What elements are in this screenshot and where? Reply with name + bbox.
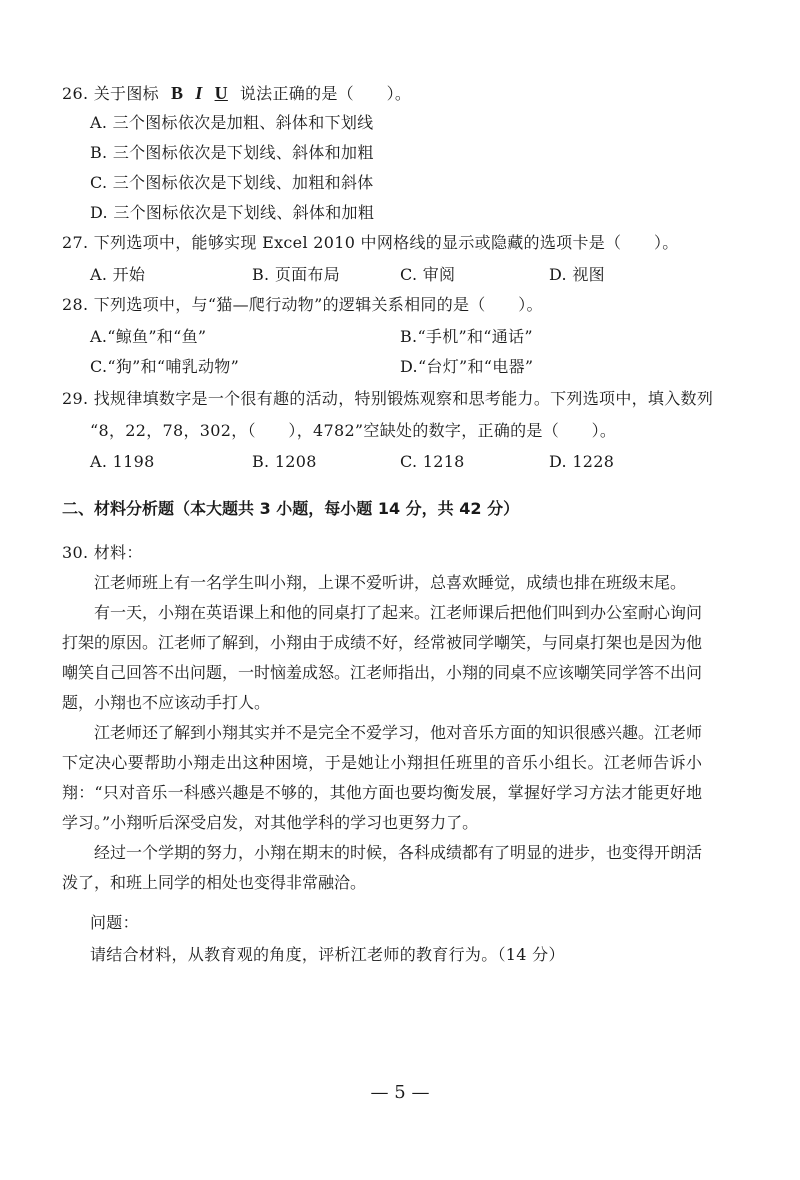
q30-question-label: 问题： — [90, 913, 139, 932]
q27-option-b: B. 页面布局 — [252, 265, 341, 284]
q26-option-c: C. 三个图标依次是下划线、加粗和斜体 — [90, 173, 374, 192]
q26-stem-suffix: 说法正确的是（ ）。 — [239, 84, 412, 103]
q26-option-b: B. 三个图标依次是下划线、斜体和加粗 — [90, 143, 374, 162]
q28-option-a: A.“鲸鱼”和“鱼” — [90, 327, 207, 346]
q29-option-a: A. 1198 — [90, 452, 155, 471]
page-number: — 5 — — [370, 1082, 430, 1103]
underline-icon: U — [214, 83, 228, 103]
q27-stem: 27. 下列选项中，能够实现 Excel 2010 中网格线的显示或隐藏的选项卡是（ ）。 — [62, 233, 679, 252]
q28-stem: 28. 下列选项中，与“猫—爬行动物”的逻辑关系相同的是（ ）。 — [62, 295, 543, 314]
q29-option-b: B. 1208 — [252, 452, 317, 471]
bold-icon: B — [170, 83, 184, 103]
format-icons — [165, 82, 234, 105]
q29-option-d: D. 1228 — [549, 452, 615, 471]
q30-paragraph-1: 江老师班上有一名学生叫小翔，上课不爱听讲，总喜欢睡觉，成绩也排在班级末尾。 — [94, 573, 687, 592]
q29-stem-line2: “8，22，78，302，（ ），4782”空缺处的数字，正确的是（ ）。 — [90, 421, 617, 440]
q28-option-d: D.“台灯”和“电器” — [400, 357, 534, 376]
q30-paragraph-4: 经过一个学期的努力，小翔在期末的时候，各科成绩都有了明显的进步，也变得开朗活泼了，和班上同学的相处也变得非常融洽。 — [62, 843, 703, 892]
q27-option-d: D. 视图 — [549, 265, 605, 284]
q30-label: 30. 材料： — [62, 543, 143, 562]
q26-stem — [62, 82, 411, 105]
q30-paragraph-3: 江老师还了解到小翔其实并不是完全不爱学习，他对音乐方面的知识很感兴趣。江老师下定决心要帮助小翔走出这种困境，于是她让小翔担任班里的音乐小组长。江老师告诉小翔：“只对音乐一科感兴趣是不够的，其他方面也要均衡发展，掌握好学习方法才能更好地学习。”小翔听后深受启发，对其他学科的学习也更努力了。 — [62, 723, 703, 832]
q26-option-d: D. 三个图标依次是下划线、斜体和加粗 — [90, 203, 375, 222]
q30-question-text: 请结合材料，从教育观的角度，评析江老师的教育行为。（14 分） — [90, 945, 565, 964]
q29-option-c: C. 1218 — [400, 452, 465, 471]
q30-paragraph-2: 有一天，小翔在英语课上和他的同桌打了起来。江老师课后把他们叫到办公室耐心询问打架的原因。江老师了解到，小翔由于成绩不好，经常被同学嘲笑，与同桌打架也是因为他嘲笑自己回答不出问题，一时恼羞成怒。江老师指出，小翔的同桌不应该嘲笑同学答不出问题，小翔也不应该动手打人。 — [62, 603, 703, 712]
q28-option-b: B.“手机”和“通话” — [400, 327, 533, 346]
q27-option-a: A. 开始 — [90, 265, 146, 284]
q29-stem-line1: 29. 找规律填数字是一个很有趣的活动，特别锻炼观察和思考能力。下列选项中，填入数列 — [62, 389, 714, 408]
italic-icon: I — [195, 83, 203, 103]
q27-option-c: C. 审阅 — [400, 265, 456, 284]
q26-stem-prefix: 26. 关于图标 — [62, 84, 159, 103]
q28-option-c: C.“狗”和“哺乳动物” — [90, 357, 240, 376]
q26-option-a: A. 三个图标依次是加粗、斜体和下划线 — [90, 113, 374, 132]
section-title: 二、材料分析题（本大题共 3 小题，每小题 14 分，共 42 分） — [62, 499, 520, 518]
